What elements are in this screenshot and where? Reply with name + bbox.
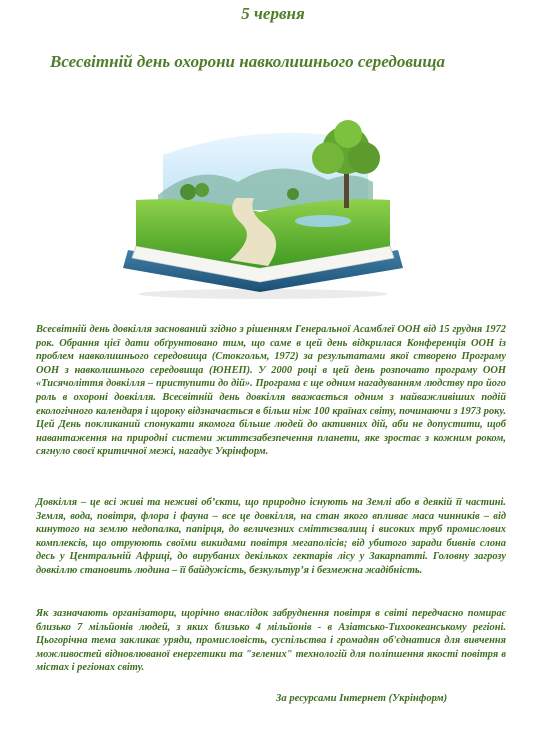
paragraph-pollution: Як зазначають організатори, щорічно внаслідок забруднення повітря в світі передчасно помирає близько 7 мільйонів людей, з яких близько 4 мільйонів - в Азіатсько-Тихоокеанському регіоні. Цьогорічна тема закликає уряди, промисловість, суспільства і громадян об'єднатися для вивчення можливостей відновлюваної енергетики та "зелених" технологій для поліпшення якості повітря в містах і регіонах світу. — [36, 608, 506, 674]
open-book-landscape-image — [118, 100, 408, 300]
page-date: 5 червня — [241, 4, 305, 23]
paragraph-environment: Довкілля – це всі живі та неживі об’єкти, що природно існують на Землі або в деякій її частині. Земля, вода, повітря, флора і фауна – все це довкілля, на стан якого впливає маса чинників – від кинутого на землю недопалка, папірця, до величезних сміттєзвалищ і високих труб промислових комплексів, що отруюють своїми викидами повітря мегаполісів; від убитого заради бивнів слона десь у Центральній Африці, до вирубаних декількох гектарів лісу у Закарпатті. Головну загрозу довкіллю становить людина – її байдужість, безкультур’я і безмежна жадібність. — [36, 497, 506, 576]
page-title: Всесвітній день охорони навколишнього середовища — [50, 52, 446, 71]
source-note: За ресурсами Інтернет (Укрінформ) — [276, 693, 448, 704]
paragraph-history: Всесвітній день довкілля заснований згідно з рішенням Генеральної Асамблеї ООН від 15 грудня 1972 рок. Обрання цієї дати обґрунтовано тим, що саме в цей день відкрилася Конференція ООН із проблем навколишнього середовища (Стокгольм, 1972) за результатами якої створено Програму ООН з навколишнього середовища (ЮНЕП). У 2000 році в цей день розпочато програму ООН «Тисячоліття довкілля – приступити до дій». Програма є ще одним нагадуванням людству про його роль в охороні довкілля. Всесвітній день довкілля вважається одним з найважливіших подій екологічного календаря і щороку відзначається в більш ніж 100 країнах світу, починаючи з 1973 року. Цей День покликаний спонукати якомога більше людей до активних дій, аби не допустити, щоб навантаження на природні системи життєзабезпечення планети, яке зростає з кожним роком, сягнуло своєї критичної межі, нагадує Укрінформ. — [36, 324, 506, 458]
